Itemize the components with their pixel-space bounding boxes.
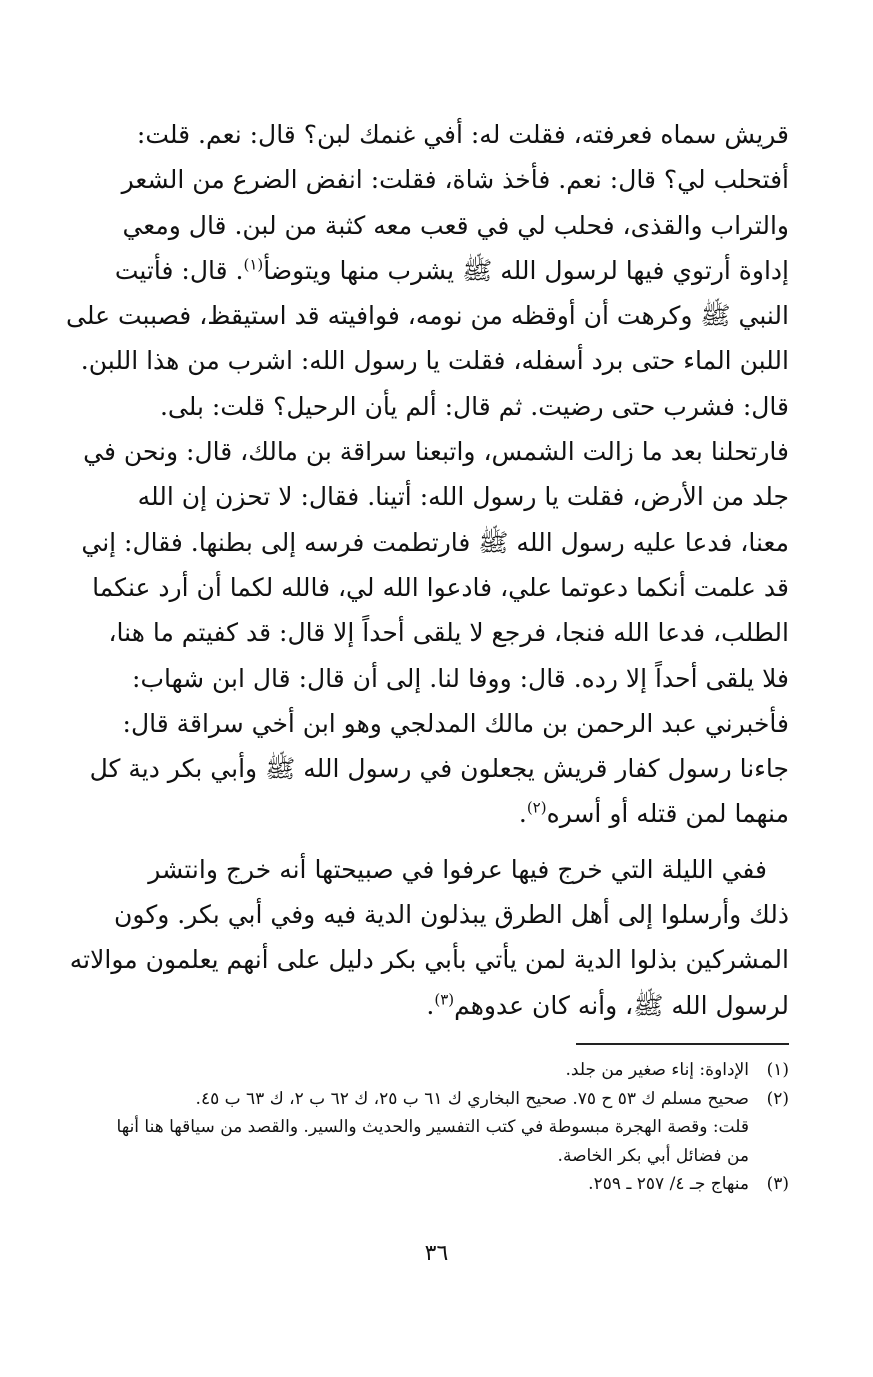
text-line: فلا يلقى أحداً إلا رده. قال: ووفا لنا. إلى أن قال: قال ابن شهاب: <box>132 663 789 693</box>
footnote-separator <box>576 1043 789 1045</box>
text-line: قال: فشرب حتى رضيت. ثم قال: ألم يأن الرحيل؟ قلت: بلى. <box>159 391 789 421</box>
footnote-line: منهاج جـ ٤/ ٢٥٧ ـ ٢٥٩. <box>588 1174 749 1194</box>
footnote-text <box>89 1056 749 1085</box>
text-line: النبي ﷺ وكرهت أن أوقظه من نومه، فوافيته قد استيقظ، فصببت على <box>66 301 789 331</box>
text-line: ذلك وأرسلوا إلى أهل الطرق يبذلون الدية فيه وفي أبي بكر. وكون <box>114 900 789 930</box>
text-line-with-footnote <box>92 983 789 1028</box>
footnote-ref-3[interactable]: (٣) <box>434 990 455 1009</box>
text-line: معنا، فدعا عليه رسول الله ﷺ فارتطمت فرسه إلى بطنها. فقال: إني <box>81 527 789 557</box>
text-line: جاءنا رسول كفار قريش يجعلون في رسول الله ﷺ وأبي بكر دية كل <box>89 754 789 784</box>
text-line: قد علمت أنكما دعوتما علي، فادعوا الله لي، فالله لكما أن أرد عنكما <box>92 572 789 602</box>
footnote-line: من فضائل أبي بكر الخاصة. <box>557 1145 749 1166</box>
text-line: ففي الليلة التي خرج فيها عرفوا في صبيحتها أنه خرج وانتشر <box>148 854 767 884</box>
text-line: فأخبرني عبد الرحمن بن مالك المدلجي وهو ابن أخي سراقة قال: <box>122 708 789 738</box>
footnote-text <box>89 1170 749 1199</box>
paragraph-2 <box>69 847 789 1028</box>
text-segment: إداوة أرتوي فيها لرسول الله ﷺ يشرب منها ويتوضأ <box>263 255 789 285</box>
text-segment: . <box>518 799 527 829</box>
text-line-with-footnote <box>92 791 789 836</box>
footnote-1 <box>89 1056 789 1085</box>
footnote-number: (٢) <box>766 1088 789 1109</box>
text-line: الطلب، فدعا الله فنجا، فرجع لا يلقى أحداً إلا قال: قد كفيتم ما هنا، <box>108 618 789 648</box>
footnote-line: الإداوة: إناء صغير من جلد. <box>565 1060 749 1080</box>
text-line: قريش سماه فعرفته، فقلت له: أفي غنمك لبن؟ قال: نعم. قلت: <box>136 120 789 149</box>
text-line: المشركين بذلوا الدية لمن يأتي بأبي بكر دليل على أنهم يعلمون موالاته <box>69 945 789 975</box>
paragraph-1 <box>66 112 789 837</box>
footnote-line: قلت: وقصة الهجرة مبسوطة في كتب التفسير والحديث والسير. والقصد من سياقها هنا أنها <box>116 1117 749 1137</box>
text-line: فارتحلنا بعد ما زالت الشمس، واتبعنا سراقة بن مالك، قال: ونحن في <box>83 437 789 467</box>
page-body <box>66 112 789 1028</box>
footnote-number: (١) <box>766 1060 789 1080</box>
text-segment: . قال: فأتيت <box>114 255 244 285</box>
footnote-3 <box>89 1170 789 1199</box>
text-line: والتراب والقذى، فحلب لي في قعب معه كثبة من لبن. قال ومعي <box>122 210 789 240</box>
footnotes <box>89 1056 789 1199</box>
page-number: ٣٦ <box>424 1241 449 1266</box>
footnote-2 <box>89 1085 789 1171</box>
text-line: أفتحلب لي؟ قال: نعم. فأخذ شاة، فقلت: انفض الضرع من الشعر <box>121 165 789 195</box>
text-line: اللبن الماء حتى برد أسفله، فقلت يا رسول الله: اشرب من هذا اللبن. <box>80 346 789 376</box>
text-segment: لرسول الله ﷺ، وأنه كان عدوهم <box>454 990 789 1020</box>
footnote-text <box>89 1085 749 1171</box>
text-line-with-footnote <box>92 248 789 293</box>
footnote-number: (٣) <box>766 1174 789 1194</box>
text-segment: . <box>426 990 435 1020</box>
text-segment: منهما لمن قتله أو أسره <box>546 799 789 829</box>
text-line: جلد من الأرض، فقلت يا رسول الله: أتينا. فقال: لا تحزن إن الله <box>137 482 789 512</box>
footnote-ref-2[interactable]: (٢) <box>526 799 547 818</box>
footnote-line: صحيح مسلم ك ٥٣ ح ٧٥. صحيح البخاري ك ٦١ ب ٢٥، ك ٦٢ ب ٢، ك ٦٣ ب ٤٥. <box>195 1088 749 1109</box>
footnote-ref-1[interactable]: (١) <box>243 255 264 274</box>
